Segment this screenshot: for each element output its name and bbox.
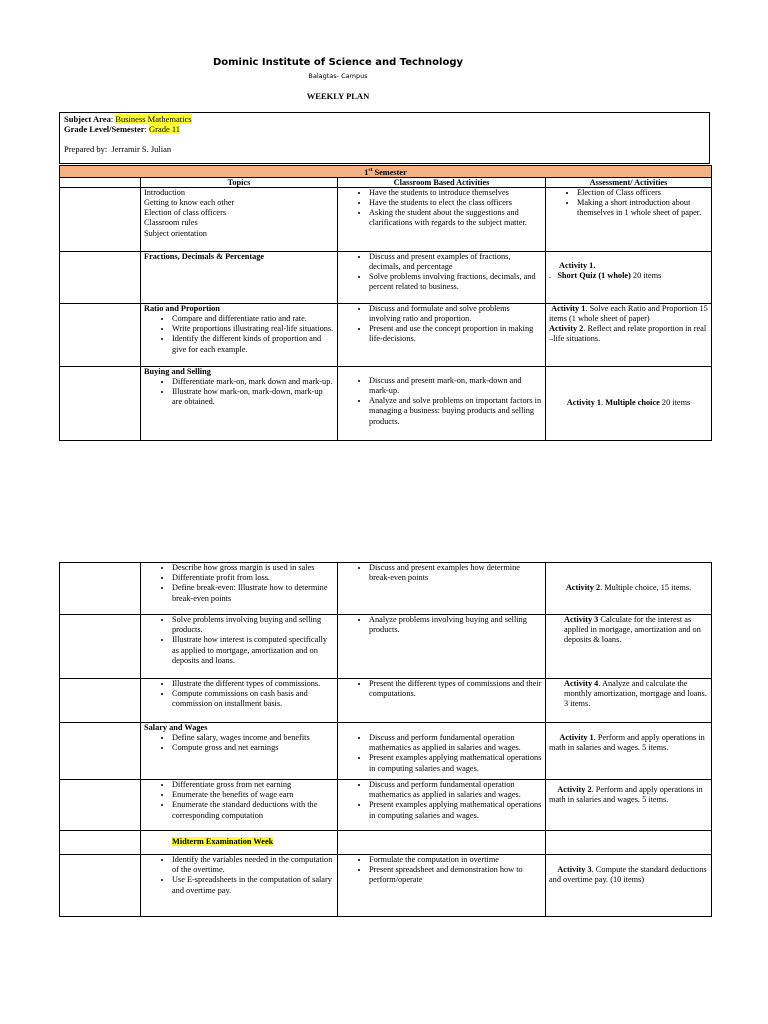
assessment-cell bbox=[546, 679, 712, 723]
activities-cell bbox=[338, 366, 546, 440]
list-item: • Define salary, wages income and benefits bbox=[172, 733, 334, 743]
table-row bbox=[60, 187, 712, 251]
section-title: Fractions, Decimals & Percentage bbox=[144, 251, 265, 261]
list-item: • Discuss and perform fundamental operation mathematics as applied in salaries and wages. bbox=[369, 733, 542, 753]
week-cell bbox=[60, 251, 141, 303]
list-item: • Write proportions illustrating real-life situations. bbox=[172, 324, 334, 334]
list-item: • Differentiate gross from net earning bbox=[172, 780, 334, 790]
header-blank bbox=[60, 177, 141, 187]
bullet-dot: . bbox=[549, 270, 552, 280]
assessment-cell bbox=[546, 251, 712, 303]
topic-line: Subject orientation bbox=[144, 228, 207, 238]
section-title: Buying and Selling bbox=[144, 366, 211, 376]
activity-line bbox=[549, 398, 708, 408]
header-classroom: Classroom Based Activities bbox=[338, 177, 546, 187]
activity-label: Activity 4 bbox=[564, 679, 599, 688]
column-header-row bbox=[60, 177, 712, 187]
list-item: • Analyze and solve problems on important factors in managing a business: buying products and selling products. bbox=[369, 396, 542, 427]
topics-cell bbox=[141, 679, 338, 723]
prepared-by-value: Jerramir S. Julian bbox=[111, 144, 172, 154]
week-cell bbox=[60, 187, 141, 251]
topics-cell bbox=[141, 303, 338, 366]
list-item: • Have the students to introduce themselves bbox=[369, 188, 542, 198]
header-assessment: Assessment/ Activities bbox=[546, 177, 712, 187]
activity-desc: . Solve each Ratio and Proportion 15 items (1 whole sheet of paper) bbox=[549, 303, 708, 323]
activity-label: Activity 2 bbox=[565, 583, 601, 593]
topics-cell bbox=[141, 251, 338, 303]
table-row bbox=[60, 679, 712, 723]
assessment-cell bbox=[546, 780, 712, 831]
activity-line bbox=[549, 271, 708, 281]
list-item: • Present examples applying mathematical operations in computing salaries and wages. bbox=[369, 753, 542, 773]
activity-label: Activity 1 bbox=[551, 303, 586, 313]
table-row bbox=[60, 855, 712, 917]
activity-desc: . Analyze and calculate the monthly amortization, mortgage and loans. 3 items. bbox=[564, 679, 707, 709]
activity-desc: . Multiple choice, 15 items. bbox=[600, 583, 692, 593]
list-item: • Asking the student about the suggestions and clarifications with regards to the subject matter. bbox=[369, 208, 542, 228]
activity-type: Multiple choice bbox=[605, 398, 660, 408]
list-item: • Discuss and present examples of fractions, decimals, and percentage bbox=[369, 252, 542, 272]
campus-name: Balagtas- Campus bbox=[308, 72, 368, 80]
list-item: • Election of Class officers bbox=[577, 188, 708, 198]
activity-sep: . bbox=[601, 398, 606, 408]
topic-line: Getting to know each other bbox=[144, 197, 235, 207]
list-item: • Use E-spreadsheets in the computation of salary and overtime pay. bbox=[172, 875, 334, 895]
assessment-cell bbox=[546, 187, 712, 251]
week-cell bbox=[60, 723, 141, 780]
assessment-cell bbox=[546, 366, 712, 440]
table-row bbox=[60, 251, 712, 303]
prepared-by-label: Prepared by: bbox=[64, 144, 108, 154]
prepared-by-line bbox=[64, 144, 705, 154]
list-item: • Illustrate the different types of commissions. bbox=[172, 679, 334, 689]
activity-line bbox=[549, 583, 708, 593]
week-cell bbox=[60, 563, 141, 615]
assessment-cell bbox=[546, 303, 712, 366]
activity-line bbox=[549, 865, 708, 885]
activities-cell bbox=[338, 679, 546, 723]
activity-desc: . Perform and apply operations in math in salaries and wages. 5 items. bbox=[549, 733, 705, 753]
week-cell bbox=[60, 303, 141, 366]
list-item: • Compare and differentiate ratio and rate. bbox=[172, 314, 334, 324]
week-cell bbox=[60, 679, 141, 723]
activity-line bbox=[549, 785, 708, 805]
activity-items: 20 items bbox=[659, 398, 691, 408]
table-row bbox=[60, 303, 712, 366]
table-row bbox=[60, 615, 712, 679]
assessment-cell bbox=[546, 615, 712, 679]
list-item: • Identify the variables needed in the computation of the overtime. bbox=[172, 855, 334, 875]
list-item: • Differentiate profit from loss. bbox=[172, 573, 334, 583]
activities-cell bbox=[338, 723, 546, 780]
assessment-cell bbox=[546, 855, 712, 917]
activity-line bbox=[549, 615, 708, 646]
list-item: • Identify the different kinds of proportion and give for each example. bbox=[172, 334, 334, 354]
list-item: • Formulate the computation in overtime bbox=[369, 855, 542, 865]
list-item: • Compute gross and net earnings bbox=[172, 743, 334, 753]
activity-label: Activity 3 bbox=[557, 865, 592, 874]
activities-cell bbox=[338, 563, 546, 615]
activity-desc: . Compute the standard deductions and overtime pay. (10 items) bbox=[549, 865, 707, 885]
grade-level-line: Grade Level/Semester: Grade 11 bbox=[64, 124, 181, 134]
list-item: • Discuss and perform fundamental operation mathematics as applied in salaries and wages. bbox=[369, 780, 542, 800]
list-item: • Describe how gross margin is used in sales bbox=[172, 563, 334, 573]
plan-title: WEEKLY PLAN bbox=[306, 91, 370, 101]
activity-items: 20 items bbox=[630, 270, 662, 280]
subject-area-value: Business Mathematics bbox=[115, 114, 192, 124]
subject-info-box bbox=[59, 112, 710, 164]
assessment-cell bbox=[546, 723, 712, 780]
list-item: • Discuss and present examples how determine break-even points bbox=[369, 563, 542, 583]
institution-name: Dominic Institute of Science and Technology bbox=[212, 57, 464, 68]
activity-quiz: Short Quiz (1 whole) bbox=[557, 270, 631, 280]
grade-level-label: Grade Level/Semester bbox=[64, 124, 145, 134]
table-row bbox=[60, 831, 712, 855]
activity-label: Activity 1 bbox=[559, 733, 594, 742]
section-title: Ratio and Proportion bbox=[144, 303, 220, 313]
topic-line: Classroom rules bbox=[144, 218, 198, 228]
table-row bbox=[60, 366, 712, 440]
list-item: • Discuss and present mark-on, mark-down and mark-up. bbox=[369, 376, 542, 396]
topics-cell bbox=[141, 615, 338, 679]
table-row bbox=[60, 723, 712, 780]
topics-cell bbox=[141, 187, 338, 251]
table-row bbox=[60, 563, 712, 615]
list-item: • Compute commissions on cash basis and commission on installment basis. bbox=[172, 689, 334, 709]
topics-cell bbox=[141, 855, 338, 917]
list-item: • Present and use the concept proportion in making life-decisions. bbox=[369, 324, 542, 344]
list-item: • Differentiate mark-on, mark down and mark-up. bbox=[172, 377, 334, 387]
activity-desc: . Reflect and relate proportion in real –life situations. bbox=[549, 324, 707, 344]
list-item: • Enumerate the standard deductions with the corresponding computation bbox=[172, 800, 334, 820]
week-cell bbox=[60, 831, 141, 855]
list-item: • Discuss and formulate and solve problems involving ratio and proportion. bbox=[369, 304, 542, 324]
list-item: • Illustrate how interest is computed specifically as applied to mortgage, amortization and on deposits and loans. bbox=[172, 635, 334, 666]
list-item: • Analyze problems involving buying and selling products. bbox=[369, 615, 542, 635]
activity-desc: . Perform and apply operations in math in salaries and wages. 5 items. bbox=[549, 785, 703, 805]
activity-line bbox=[549, 733, 708, 753]
grade-level-value: Grade 11 bbox=[148, 124, 181, 134]
activity-label: Activity 1. bbox=[559, 260, 596, 270]
activities-cell bbox=[338, 303, 546, 366]
activities-cell bbox=[338, 855, 546, 917]
topics-cell bbox=[141, 780, 338, 831]
week-cell bbox=[60, 855, 141, 917]
list-item: • Present examples applying mathematical operations in computing salaries and wages. bbox=[369, 800, 542, 820]
activity-line bbox=[549, 304, 708, 324]
activities-cell bbox=[338, 187, 546, 251]
activity-label: Activity 3 bbox=[564, 615, 599, 624]
list-item: • Present the different types of commissions and their computations. bbox=[369, 679, 542, 699]
assessment-cell bbox=[546, 563, 712, 615]
list-item: • Solve problems involving fractions, decimals, and percent related to business. bbox=[369, 272, 542, 292]
topics-cell bbox=[141, 723, 338, 780]
topics-cell bbox=[141, 563, 338, 615]
table-row bbox=[60, 780, 712, 831]
list-item: • Present spreadsheet and demonstration how to perform/operate bbox=[369, 865, 542, 885]
activities-cell bbox=[338, 615, 546, 679]
list-item: • Solve problems involving buying and selling products. bbox=[172, 615, 334, 635]
weekly-plan-table-2 bbox=[59, 562, 712, 917]
activity-label: Activity 2 bbox=[557, 785, 592, 794]
week-cell bbox=[60, 780, 141, 831]
activities-cell bbox=[338, 780, 546, 831]
subject-area-label: Subject Area bbox=[64, 114, 111, 124]
list-item: • Enumerate the benefits of wage earn bbox=[172, 790, 334, 800]
semester-suffix: st bbox=[368, 167, 373, 173]
section-title: Salary and Wages bbox=[144, 723, 208, 732]
list-item: • Have the students to elect the class officers bbox=[369, 198, 542, 208]
activity-desc: Calculate for the interest as applied in mortgage, amortization and on deposits & loans. bbox=[564, 615, 701, 645]
topic-line: Election of class officers bbox=[144, 208, 227, 218]
semester-cell bbox=[60, 166, 712, 178]
activity-line bbox=[549, 324, 708, 344]
semester-word: Semester bbox=[374, 167, 407, 177]
activity-line bbox=[549, 679, 708, 710]
midterm-title: Midterm Examination Week bbox=[172, 837, 274, 847]
activities-cell bbox=[338, 251, 546, 303]
weekly-plan-table-1 bbox=[59, 165, 712, 441]
header-topics: Topics bbox=[141, 177, 338, 187]
topic-line: Introduction bbox=[144, 187, 186, 197]
list-item: • Illustrate how mark-on, mark-down, mark-up are obtained. bbox=[172, 387, 334, 407]
topics-cell bbox=[141, 366, 338, 440]
semester-number: 1 bbox=[364, 167, 369, 177]
list-item: • Define break-even: Illustrate how to determine break-even points bbox=[172, 583, 334, 603]
assessment-cell bbox=[546, 831, 712, 855]
activities-cell bbox=[338, 831, 546, 855]
list-item: • Making a short introduction about themselves in 1 whole sheet of paper. bbox=[577, 198, 708, 218]
semester-row bbox=[60, 166, 712, 178]
week-cell bbox=[60, 615, 141, 679]
activity-label: Activity 2 bbox=[549, 324, 584, 334]
activity-label: Activity 1 bbox=[566, 398, 602, 408]
topics-cell bbox=[141, 831, 338, 855]
subject-area-line: Subject Area: Business Mathematics bbox=[64, 114, 192, 124]
week-cell bbox=[60, 366, 141, 440]
